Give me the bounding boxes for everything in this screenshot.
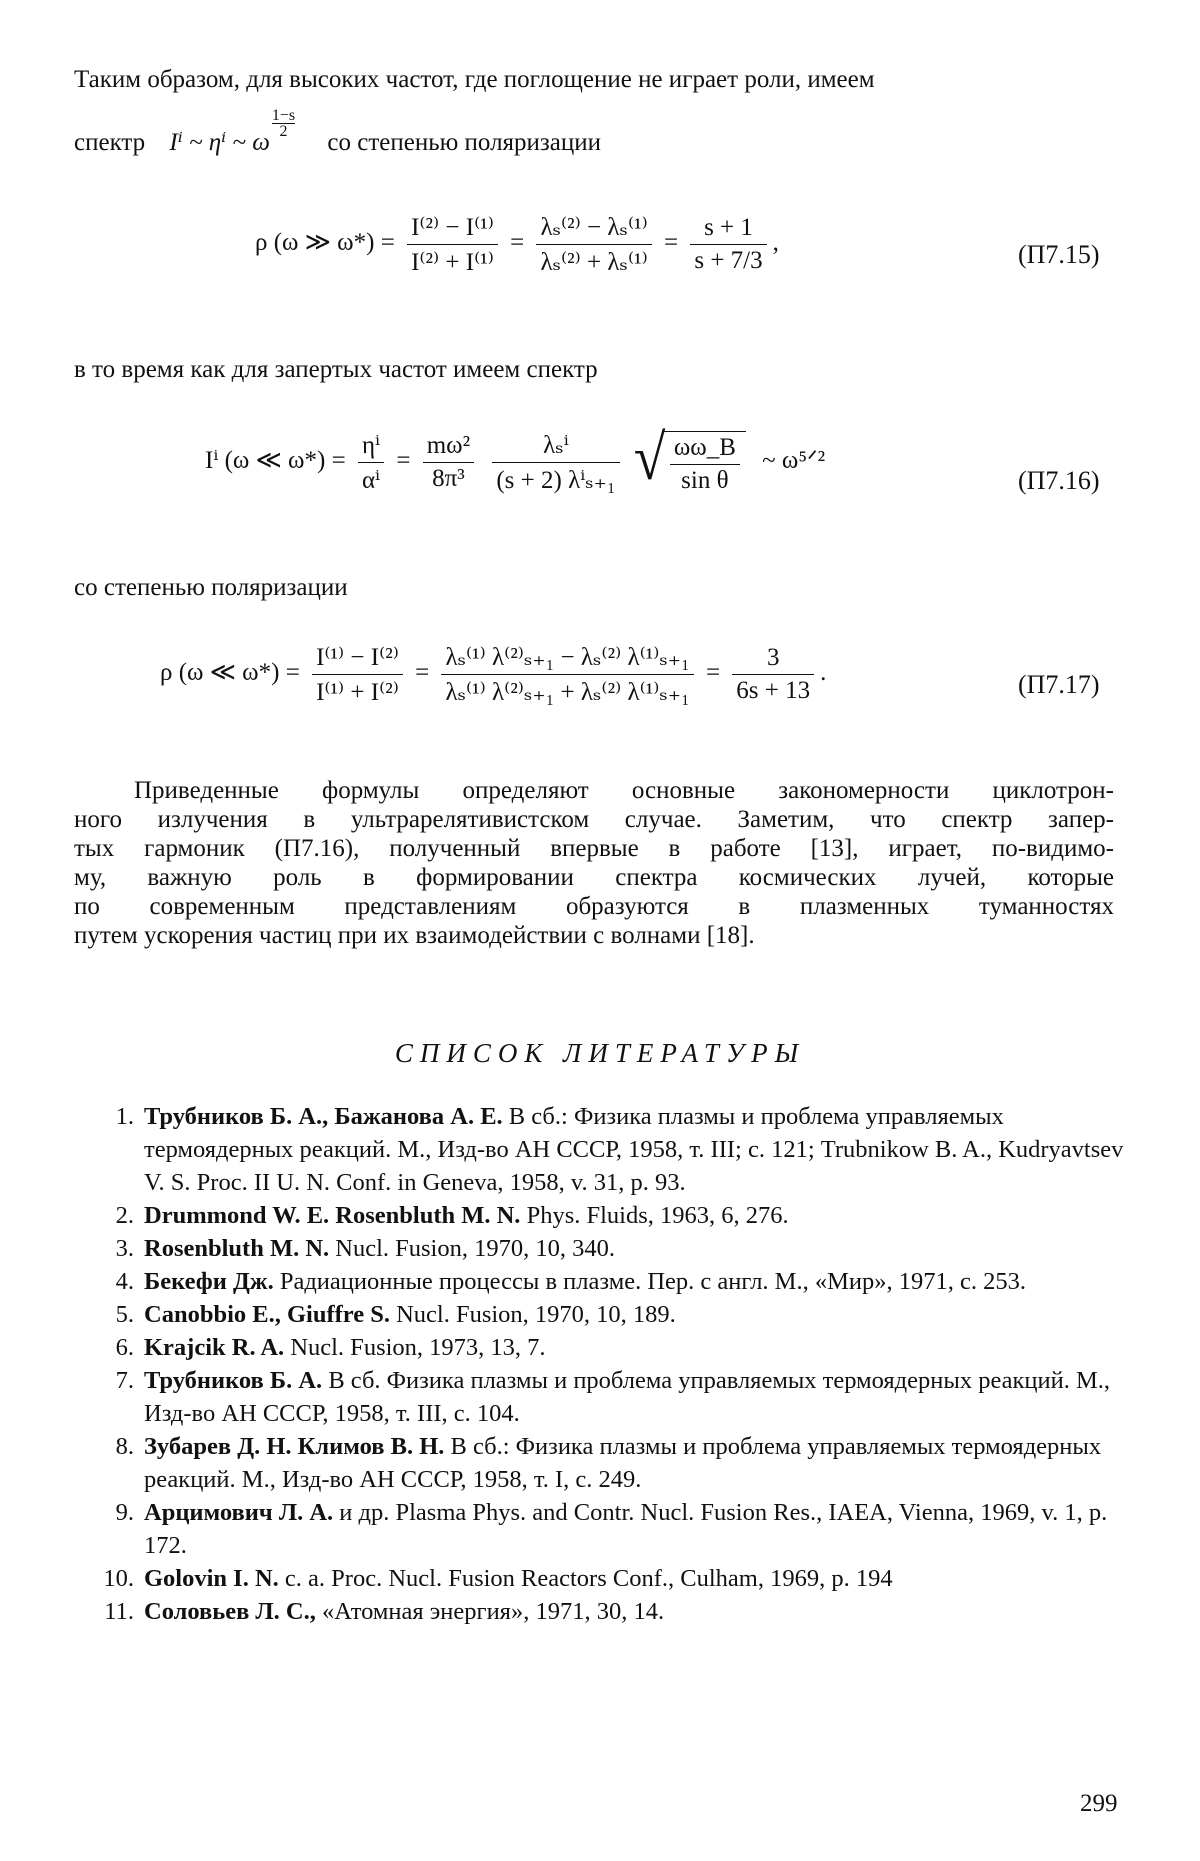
formula-p7-17 [160,642,826,707]
formula16-f1-den: αⁱ [358,462,384,495]
references-heading: СПИСОК ЛИТЕРАТУРЫ [394,1038,806,1068]
formula17-f2-den: λₛ⁽¹⁾ λ⁽²⁾ₛ₊₁ + λₛ⁽²⁾ λ⁽¹⁾ₛ₊₁ [441,674,693,707]
formula17-f3-num: 3 [766,644,780,671]
reference-item [78,1562,1128,1595]
reference-authors: Rosenbluth M. N. [144,1235,330,1262]
formula17-tail: . [820,659,827,687]
formula16-sqrt-fraction [670,434,740,495]
reference-authors: Трубников Б. А. [144,1367,323,1394]
reference-text: В сб. Физика плазмы и проблема управляемых термоядерных реакций. М., Изд-во АН СССР, 1958, т. III, с. 104. [144,1367,1111,1427]
reference-authors: Drummond W. E. Rosenbluth M. N. [144,1202,521,1229]
formula-p7-16 [205,421,826,495]
paragraph-line: тых гармоник (П7.16), полученный впервые в работе [13], играет, по-видимо- [74,835,1114,862]
reference-number: 5. [115,1301,134,1328]
reference-list [78,1100,1128,1628]
reference-item [78,1265,1128,1298]
formula17-fraction-intensity [312,642,403,707]
formula16-fraction-lambda [492,430,619,495]
reference-authors: Соловьев Л. С., [144,1598,316,1625]
formula17-fraction-lambda [441,642,693,707]
formula16-f2-num: mω² [426,432,471,459]
paragraph-line: ного излучения в ультрарелятивистском случае. Заметим, что спектр запер- [74,806,1114,833]
reference-authors: Krajcik R. A. [144,1334,285,1361]
formula16-sqrt-num: ωω_B [673,433,736,461]
formula15-f3-num: s + 1 [704,214,753,241]
reference-item [78,1298,1128,1331]
formula16-square-root [632,421,746,495]
reference-item [78,1430,1128,1496]
formula16-sqrt-den: sin θ [670,464,740,495]
intro-line-2 [74,108,601,157]
reference-item [78,1364,1128,1430]
spectrum-exponent [272,108,295,139]
reference-item [78,1595,1128,1628]
reference-text: Nucl. Fusion, 1973, 13, 7. [284,1334,546,1361]
reference-authors: Трубников Б. А., Бажанова А. Е. [144,1103,503,1130]
formula16-f3-den: (s + 2) λⁱₛ₊₁ [492,462,619,495]
equation-number-17: (П7.17) [1018,670,1100,699]
intro-polarization-text: со степенью поляризации [327,129,602,156]
spectrum-exp-num: 1−s [271,107,296,124]
reference-authors: Canobbio E., Giuffre S. [144,1301,390,1328]
reference-item [78,1232,1128,1265]
reference-number: 6. [115,1334,134,1361]
radical-sign: √ [633,421,666,493]
reference-text: В сб.: Физика плазмы и проблема управляемых термоядерных реакций. М., Изд-во АН СССР, 1958, т. III; с. 121; Trubnikow B. A., Kudryavtsev V. S. Proc. II U. N. Conf. in Geneva, 1958, v. 31, p. 93. [144,1103,1124,1196]
intro-spectrum-word: спектр [74,129,146,156]
reference-authors: Golovin I. N. [144,1565,279,1592]
reference-item [78,1199,1128,1232]
reference-text: Phys. Fluids, 1963, 6, 276. [520,1202,789,1229]
reference-text: c. a. Proc. Nucl. Fusion Reactors Conf., Culham, 1969, p. 194 [278,1565,893,1592]
reference-number: 9. [115,1499,134,1526]
formula17-f1-num: I⁽¹⁾ − I⁽²⁾ [316,644,399,671]
reference-number: 2. [115,1202,134,1229]
reference-text: В сб.: Физика плазмы и проблема управляемых термоядерных реакций. М., Изд-во АН СССР, 1958, т. I, с. 249. [144,1433,1102,1493]
formula17-fraction-s [732,644,814,705]
spectrum-exp-den: 2 [272,123,295,139]
reference-number: 3. [115,1235,134,1262]
equation-number-16: (П7.16) [1018,466,1100,495]
formula16-fraction-m [423,432,474,493]
reference-text: Nucl. Fusion, 1970, 10, 189. [389,1301,676,1328]
formula16-f1-num: ηⁱ [361,432,381,459]
formula17-f3-den: 6s + 13 [732,674,814,705]
formula15-lhs: ρ (ω ≫ ω*) = [255,229,395,257]
equals-sign: = [663,229,679,257]
reference-text: и др. Plasma Phys. and Contr. Nucl. Fusion Res., IAEA, Vienna, 1969, v. 1, p. 172. [144,1499,1108,1559]
reference-item [78,1331,1128,1364]
formula15-f2-den: λₛ⁽²⁾ + λₛ⁽¹⁾ [536,244,651,277]
formula16-fraction-eta [358,430,384,495]
paragraph-line: по современным представлениям образуются в плазменных туманностях [74,893,1114,920]
spectrum-expression: Iⁱ ~ ηⁱ ~ ω [169,129,270,156]
formula-p7-15 [255,212,779,277]
reference-authors: Зубарев Д. Н. Климов В. Н. [144,1433,445,1460]
reference-number: 8. [115,1433,134,1460]
formula15-f1-num: I⁽²⁾ − I⁽¹⁾ [411,214,494,241]
formula15-fraction-intensity [407,212,498,277]
formula15-fraction-s [690,214,766,275]
formula16-f2-den: 8π³ [423,462,474,493]
paragraph-line: му, важную роль в формировании спектра космических лучей, которые [74,864,1114,891]
formula17-f2-num: λₛ⁽¹⁾ λ⁽²⁾ₛ₊₁ − λₛ⁽²⁾ λ⁽¹⁾ₛ₊₁ [445,644,690,671]
reference-text: Радиационные процессы в плазме. Пер. с англ. М., «Мир», 1971, с. 253. [273,1268,1026,1295]
reference-number: 4. [115,1268,134,1295]
paragraph-line: Приведенные формулы определяют основные закономерности циклотрон- [134,777,1114,804]
body-paragraph [74,776,1114,950]
formula17-lhs: ρ (ω ≪ ω*) = [160,659,300,687]
reference-number: 11. [104,1598,134,1625]
intro-line-1: Таким образом, для высоких частот, где поглощение не играет роли, имеем [74,66,875,93]
mid-text: в то время как для запертых частот имеем спектр [74,356,598,383]
formula15-f1-den: I⁽²⁾ + I⁽¹⁾ [407,244,498,277]
formula15-f3-den: s + 7/3 [690,244,766,275]
page-number: 299 [1080,1790,1118,1817]
reference-number: 10. [103,1565,134,1592]
polarization-text: со степенью поляризации [74,574,348,601]
reference-text: Nucl. Fusion, 1970, 10, 340. [329,1235,615,1262]
formula15-f2-num: λₛ⁽²⁾ − λₛ⁽¹⁾ [540,214,648,241]
equals-sign: = [415,659,430,687]
reference-number: 7. [115,1367,134,1394]
reference-text: «Атомная энергия», 1971, 30, 14. [315,1598,665,1625]
equals-sign: = [510,229,525,257]
reference-number: 1. [115,1103,134,1130]
reference-item [78,1496,1128,1562]
paragraph-line: путем ускорения частиц при их взаимодействии с волнами [18]. [74,922,755,949]
formula17-f1-den: I⁽¹⁾ + I⁽²⁾ [312,674,403,707]
formula15-fraction-lambda [536,212,651,277]
reference-item [78,1100,1128,1199]
reference-authors: Бекефи Дж. [144,1268,274,1295]
formula16-f3-num: λₛⁱ [543,432,569,459]
formula16-tail: ~ ω⁵ᐟ² [762,447,826,475]
formula15-tail: , [772,229,779,257]
equals-sign: = [705,659,721,687]
equals-sign: = [396,447,411,475]
reference-authors: Арцимович Л. А. [144,1499,334,1526]
formula16-lhs: Iⁱ (ω ≪ ω*) = [205,447,346,475]
equation-number-15: (П7.15) [1018,240,1100,269]
